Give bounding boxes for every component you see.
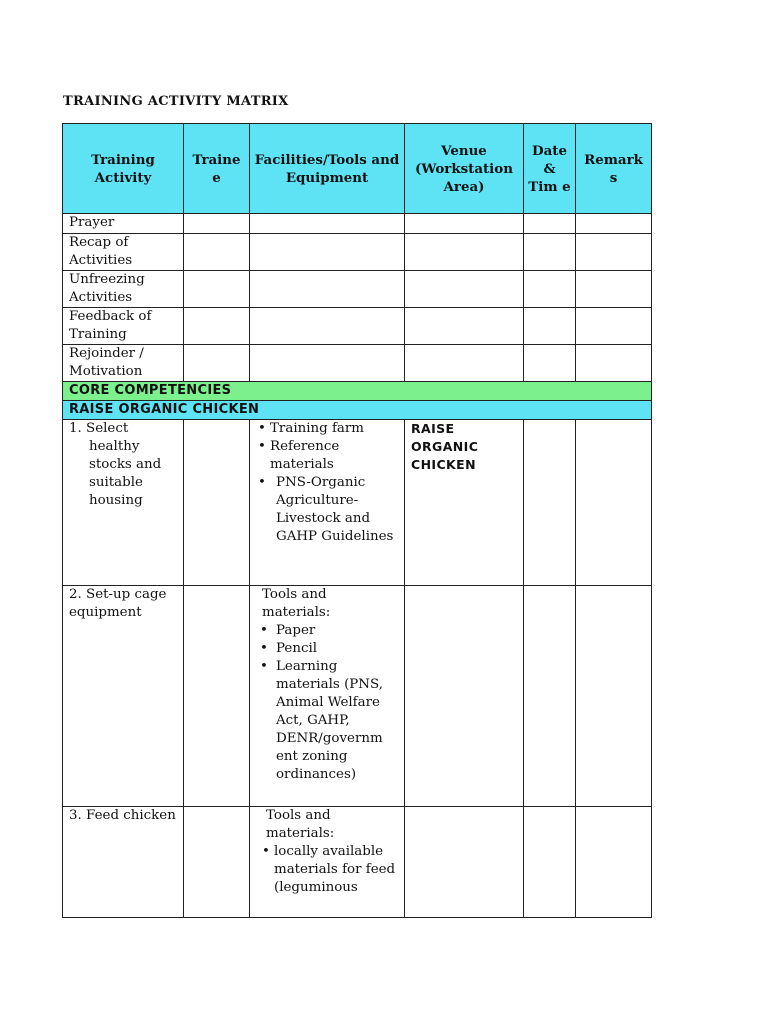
date-cell	[524, 345, 576, 382]
trainee-cell	[184, 345, 250, 382]
list-item: • locally available materials for feed (leguminous	[260, 843, 398, 897]
list-item: • PNS-Organic Agriculture-Livestock and GAHP Guidelines	[256, 474, 398, 546]
trainee-cell	[184, 807, 250, 918]
activity-cell	[63, 807, 184, 918]
remarks-cell	[576, 420, 652, 586]
activity-cell: Prayer	[63, 214, 184, 234]
table-row	[63, 308, 652, 345]
facilities-cell	[250, 807, 405, 918]
header-remarks: Remark s	[576, 124, 652, 214]
venue-cell	[405, 420, 524, 586]
header-venue: Venue (Workstation Area)	[405, 124, 524, 214]
list-item: • Pencil	[256, 640, 398, 658]
header-facilities: Facilities/Tools and Equipment	[250, 124, 405, 214]
list-item: • Learning materials (PNS, Animal Welfare Act, GAHP, DENR/governm ent zoning ordinances)	[256, 658, 398, 784]
section-heading-raise: RAISE ORGANIC CHICKEN	[63, 401, 652, 420]
venue-cell	[405, 308, 524, 345]
trainee-cell	[184, 271, 250, 308]
remarks-cell	[576, 214, 652, 234]
trainee-cell	[184, 234, 250, 271]
remarks-cell	[576, 345, 652, 382]
remarks-cell	[576, 234, 652, 271]
venue-cell	[405, 586, 524, 807]
trainee-cell	[184, 308, 250, 345]
facilities-cell	[250, 420, 405, 586]
remarks-cell	[576, 271, 652, 308]
venue-cell	[405, 234, 524, 271]
section-row-raise	[63, 401, 652, 420]
venue-cell	[405, 271, 524, 308]
remarks-cell	[576, 308, 652, 345]
trainee-cell	[184, 420, 250, 586]
document-title: TRAINING ACTIVITY MATRIX	[63, 94, 289, 109]
header-date-time: Date & Tim e	[524, 124, 576, 214]
table-row	[63, 807, 652, 918]
activity-text: 1. Select healthy stocks and suitable housing	[69, 421, 162, 508]
facilities-intro: Tools and materials:	[266, 808, 335, 841]
facilities-cell	[250, 271, 405, 308]
activity-cell: Recap of Activities	[63, 234, 184, 271]
table-row	[63, 214, 652, 234]
date-cell	[524, 807, 576, 918]
activity-text: 3. Feed chicken	[69, 808, 176, 823]
list-item: • Paper	[256, 622, 398, 640]
activity-cell: Feedback of Training	[63, 308, 184, 345]
header-training-activity: Training Activity	[63, 124, 184, 214]
section-heading-core: CORE COMPETENCIES	[63, 382, 652, 401]
activity-cell	[63, 420, 184, 586]
venue-cell	[405, 807, 524, 918]
date-cell	[524, 586, 576, 807]
table-row	[63, 586, 652, 807]
facilities-list	[256, 843, 398, 897]
table-row	[63, 271, 652, 308]
activity-cell: Rejoinder / Motivation	[63, 345, 184, 382]
table-row	[63, 345, 652, 382]
venue-text: RAISE ORGANIC CHICKEN	[411, 421, 479, 472]
date-cell	[524, 420, 576, 586]
table-row	[63, 234, 652, 271]
list-item: • Reference materials	[256, 438, 398, 474]
header-trainee: Traine e	[184, 124, 250, 214]
section-row-core	[63, 382, 652, 401]
facilities-cell	[250, 308, 405, 345]
activity-cell: Unfreezing Activities	[63, 271, 184, 308]
facilities-intro: Tools and materials:	[262, 587, 331, 620]
facilities-cell	[250, 234, 405, 271]
date-cell	[524, 271, 576, 308]
facilities-list	[256, 420, 398, 546]
header-row	[63, 124, 652, 214]
remarks-cell	[576, 586, 652, 807]
remarks-cell	[576, 807, 652, 918]
facilities-cell	[250, 586, 405, 807]
activity-text: 2. Set-up cage equipment	[69, 587, 167, 620]
venue-cell	[405, 214, 524, 234]
facilities-cell	[250, 214, 405, 234]
date-cell	[524, 234, 576, 271]
activity-cell	[63, 586, 184, 807]
date-cell	[524, 308, 576, 345]
facilities-cell	[250, 345, 405, 382]
trainee-cell	[184, 586, 250, 807]
training-activity-table	[62, 123, 652, 918]
facilities-list	[256, 622, 398, 784]
date-cell	[524, 214, 576, 234]
venue-cell	[405, 345, 524, 382]
trainee-cell	[184, 214, 250, 234]
table-row	[63, 420, 652, 586]
list-item: • Training farm	[256, 420, 398, 438]
